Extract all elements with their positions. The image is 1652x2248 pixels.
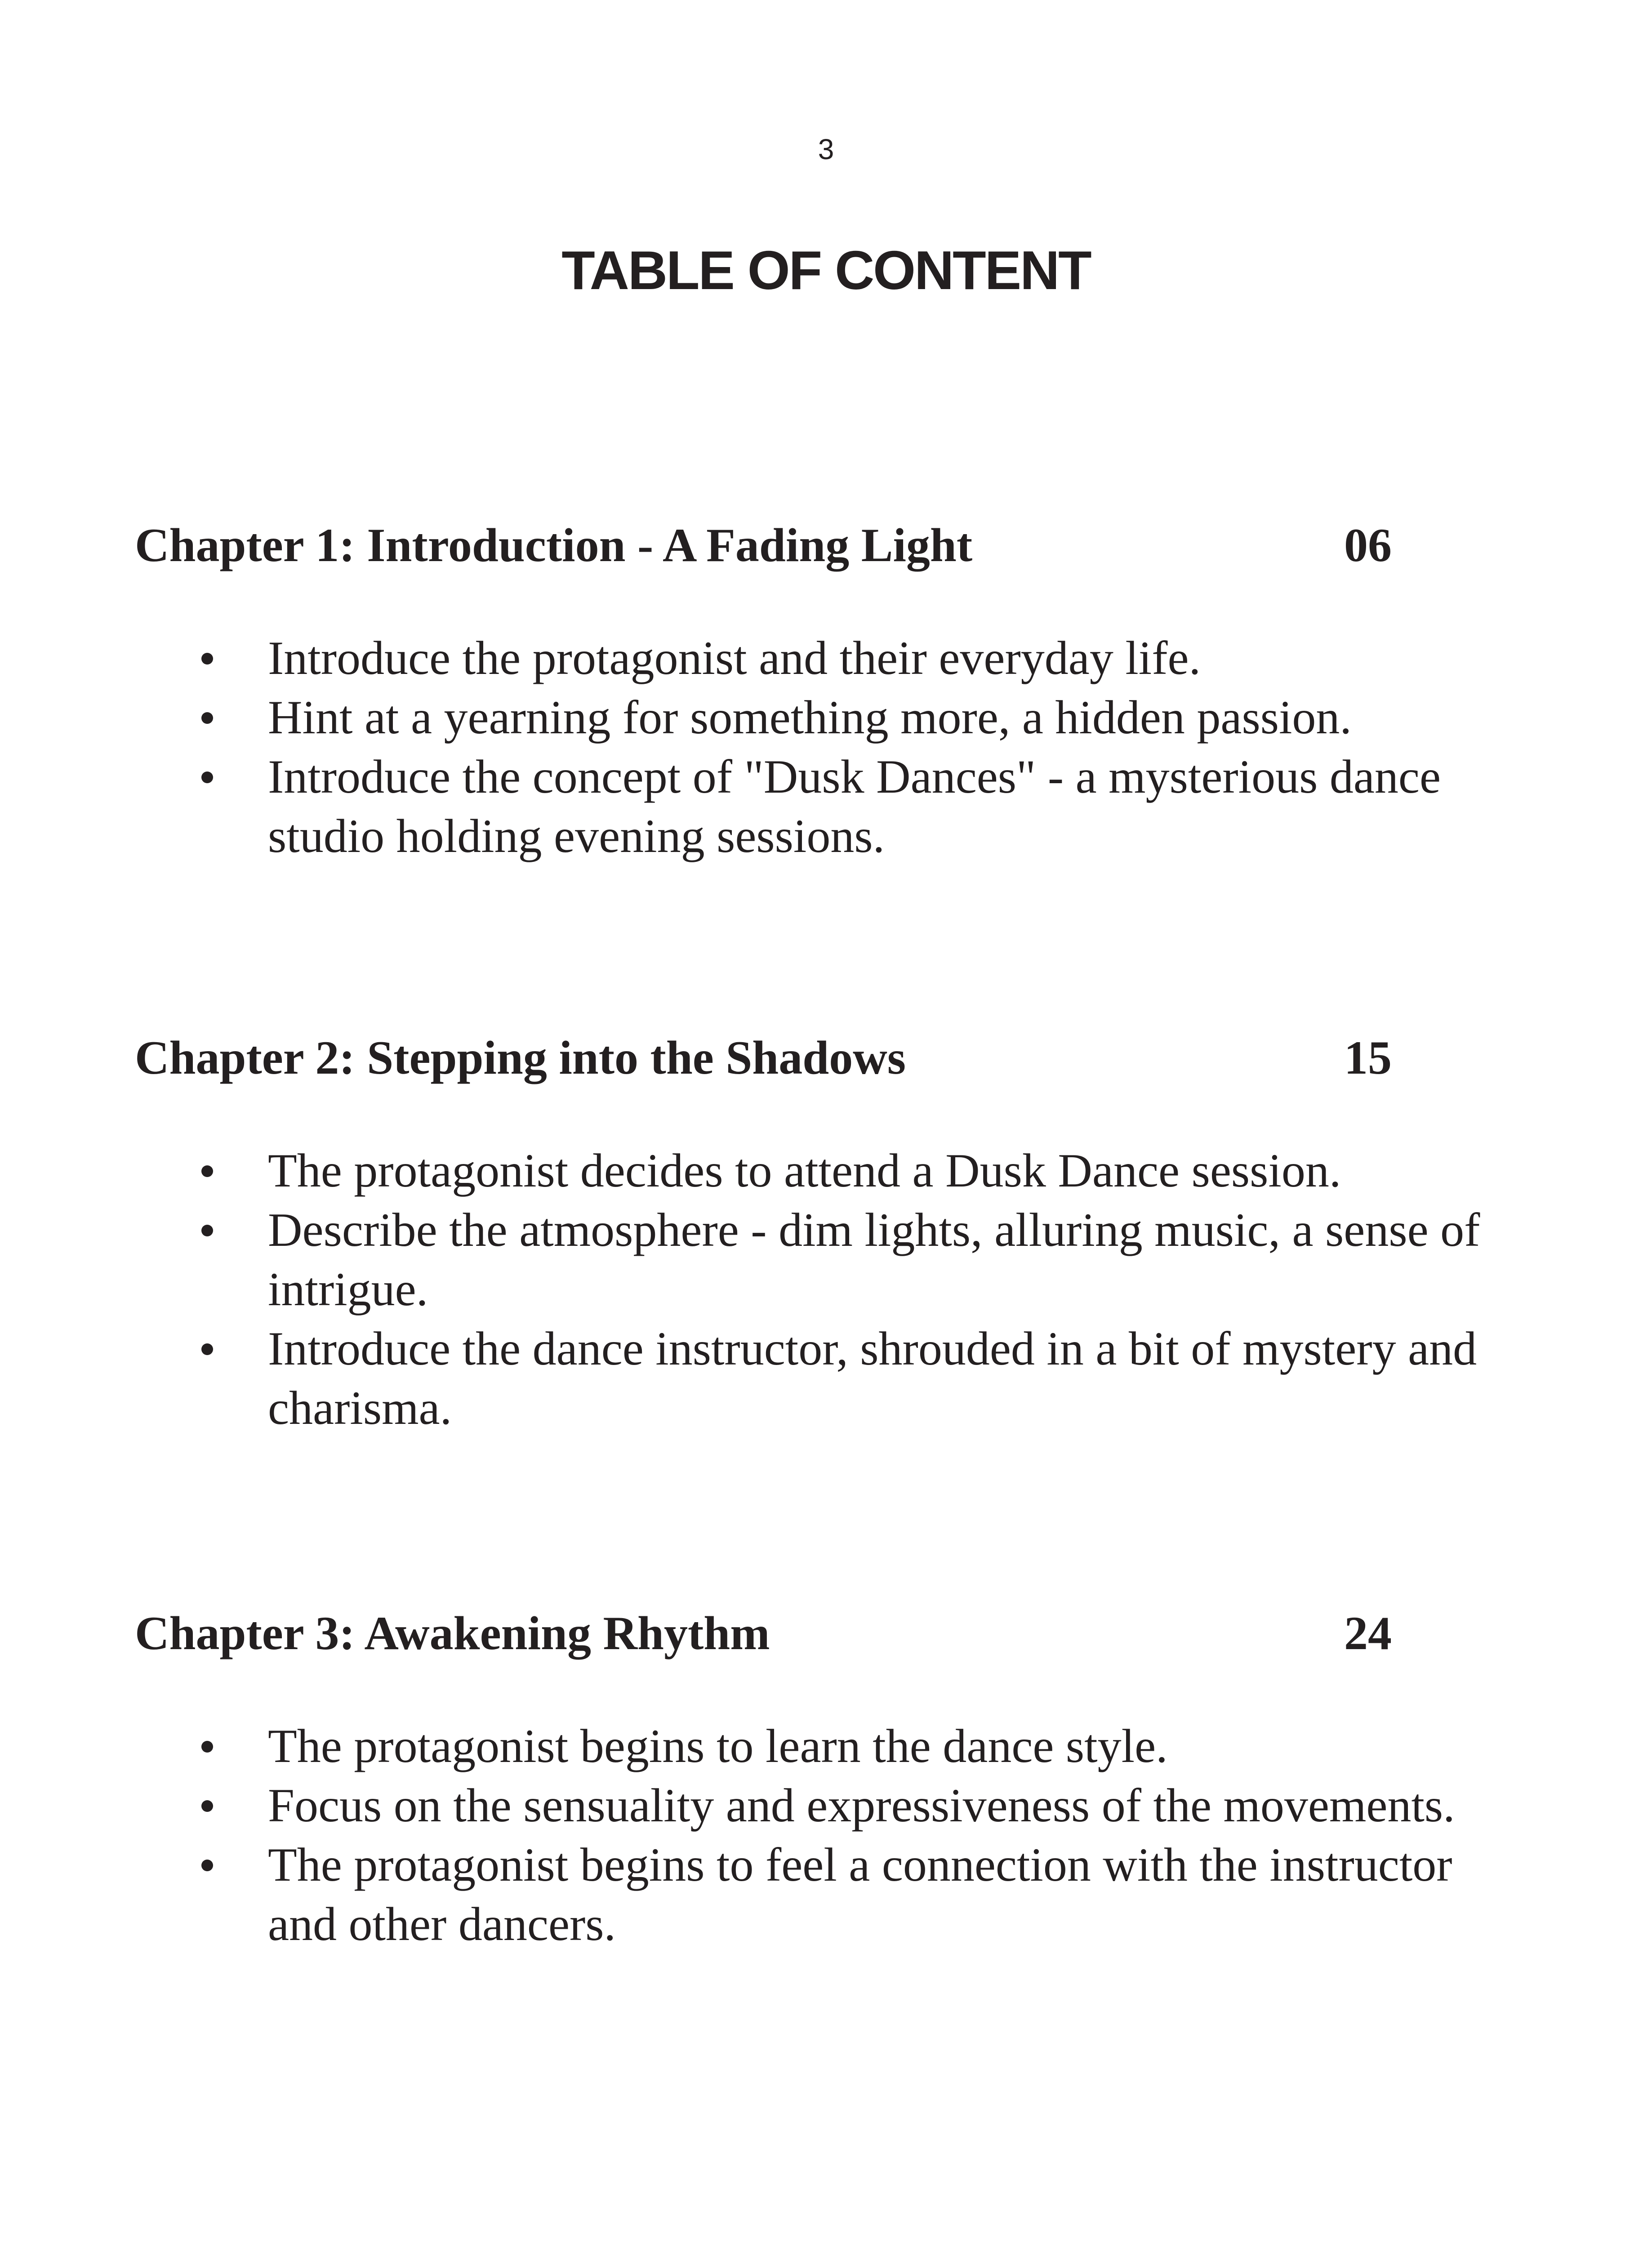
bullet-item [0,629,1531,688]
bullet-text: Describe the atmosphere - dim lights, alluring music, a sense of intrigue. [268,1204,1480,1316]
chapter-page-number: 15 [1344,1031,1392,1084]
bullet-icon [201,1225,213,1236]
bullet-text: Introduce the dance instructor, shrouded in a bit of mystery and charisma. [268,1322,1477,1434]
bullet-item [0,1776,1531,1835]
bullet-icon [201,1860,213,1871]
chapter-page-number: 24 [1344,1607,1392,1659]
bullet-text: Focus on the sensuality and expressiveness of the movements. [268,1779,1455,1832]
bullet-icon [201,653,213,665]
chapter-page-number: 06 [1344,519,1392,571]
chapter-bullet-list [0,1141,1531,1438]
bullet-text: Hint at a yearning for something more, a hidden passion. [268,691,1352,744]
bullet-icon [201,712,213,724]
bullet-text: The protagonist decides to attend a Dusk Dance session. [268,1144,1341,1197]
chapter-bullet-list [0,1717,1531,1954]
bullet-item [0,747,1531,866]
bullet-icon [201,1165,213,1177]
bullet-item [0,1141,1531,1200]
bullet-item [0,1717,1531,1776]
table-of-content-title: TABLE OF CONTENT [561,240,1091,301]
bullet-icon [201,772,213,783]
bullet-text: The protagonist begins to feel a connection with the instructor and other dancers. [268,1838,1452,1950]
bullet-icon [201,1741,213,1753]
bullet-icon [201,1800,213,1812]
chapter-heading: Chapter 2: Stepping into the Shadows [135,1031,906,1084]
bullet-item [0,688,1531,747]
bullet-text: The protagonist begins to learn the dance style. [268,1720,1168,1772]
bullet-text: Introduce the protagonist and their everyday life. [268,632,1201,684]
chapter-heading: Chapter 3: Awakening Rhythm [135,1607,770,1659]
bullet-text: Introduce the concept of "Dusk Dances" - a mysterious dance studio holding evening sessions. [268,750,1441,862]
page-number: 3 [818,133,834,165]
bullet-icon [201,1343,213,1355]
chapter-heading: Chapter 1: Introduction - A Fading Light [135,519,973,571]
bullet-item [0,1200,1531,1319]
bullet-item [0,1319,1531,1438]
bullet-item [0,1835,1531,1954]
chapter-bullet-list [0,629,1531,866]
